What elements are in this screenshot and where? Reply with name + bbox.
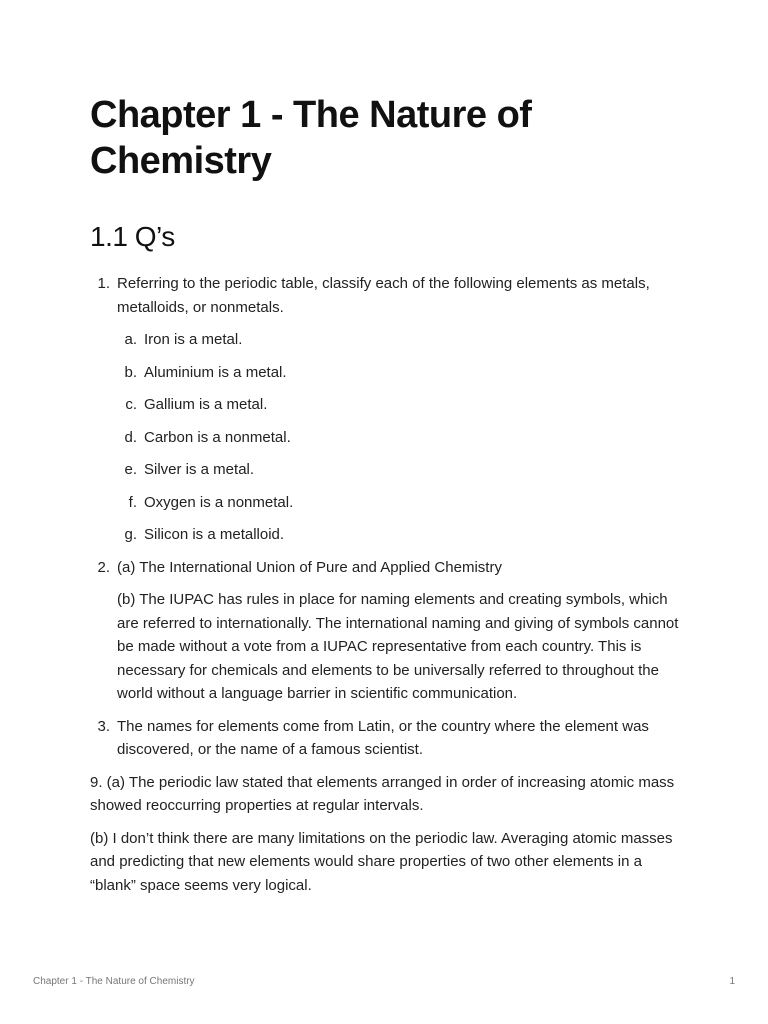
- question-item-3: [90, 715, 690, 762]
- answer-text: Aluminium is a metal.: [144, 363, 287, 381]
- question-item-1: [90, 272, 690, 547]
- question-list: [90, 272, 690, 762]
- free-answers: [90, 771, 690, 898]
- answer-text: Carbon is a nonmetal.: [144, 428, 291, 446]
- answer-text: Iron is a metal.: [144, 331, 243, 348]
- body-paragraph: 9. (a) The periodic law stated that elements arranged in order of increasing atomic mass showed reoccurring properties at regular intervals.: [90, 773, 675, 814]
- list-item: [117, 328, 690, 352]
- answer-paragraph: The names for elements come from Latin, or the country where the element was discovered, or the name of a famous scientist.: [117, 717, 649, 758]
- question-item-2: [90, 556, 690, 706]
- list-marker: g.: [124, 526, 137, 543]
- question-body: [117, 272, 690, 547]
- list-marker: f.: [128, 493, 137, 511]
- list-marker: b.: [124, 363, 137, 381]
- list-item: [117, 361, 690, 385]
- list-item: [117, 458, 690, 482]
- list-item: [117, 523, 690, 547]
- answer-paragraph: (a) The International Union of Pure and Applied Chemistry: [117, 558, 502, 576]
- list-marker: 1.: [97, 275, 110, 292]
- list-marker: d.: [124, 428, 137, 446]
- list-marker: c.: [125, 396, 137, 413]
- question-text: Referring to the periodic table, classify each of the following elements as metals, metalloids, or nonmetals.: [117, 275, 650, 316]
- question-body: [117, 715, 690, 762]
- answer-text: Oxygen is a nonmetal.: [144, 493, 294, 511]
- list-item: [117, 491, 690, 515]
- question-body: [117, 556, 690, 706]
- list-marker: e.: [124, 461, 137, 478]
- list-item: [117, 426, 690, 450]
- list-marker: 2.: [97, 558, 110, 576]
- list-item: [117, 393, 690, 417]
- list-marker: 3.: [97, 717, 110, 735]
- answer-text: Gallium is a metal.: [144, 396, 268, 413]
- document-title: Chapter 1 - The Nature of Chemistry: [90, 94, 532, 182]
- body-paragraph: (b) I don’t think there are many limitations on the periodic law. Averaging atomic masses and predicting that new elements would share properties of two other elements in a “blank” space seems very logical.: [90, 829, 673, 894]
- section-heading: 1.1 Q’s: [90, 221, 175, 252]
- list-marker: a.: [124, 331, 137, 348]
- sub-answer-list: [117, 328, 690, 547]
- answer-paragraph: (b) The IUPAC has rules in place for naming elements and creating symbols, which are referred to internationally. The international naming and giving of symbols cannot be made without a vote from a IUPAC representative from each country. This is necessary for chemicals and elements to be universally referred to throughout the world without a language barrier in scientific communication.: [117, 591, 679, 702]
- footer-running-title: Chapter 1 - The Nature of Chemistry: [33, 976, 195, 987]
- document-page: [90, 92, 690, 906]
- answer-text: Silver is a metal.: [144, 461, 255, 478]
- footer-page-number: 1: [729, 976, 735, 987]
- answer-text: Silicon is a metalloid.: [144, 526, 285, 543]
